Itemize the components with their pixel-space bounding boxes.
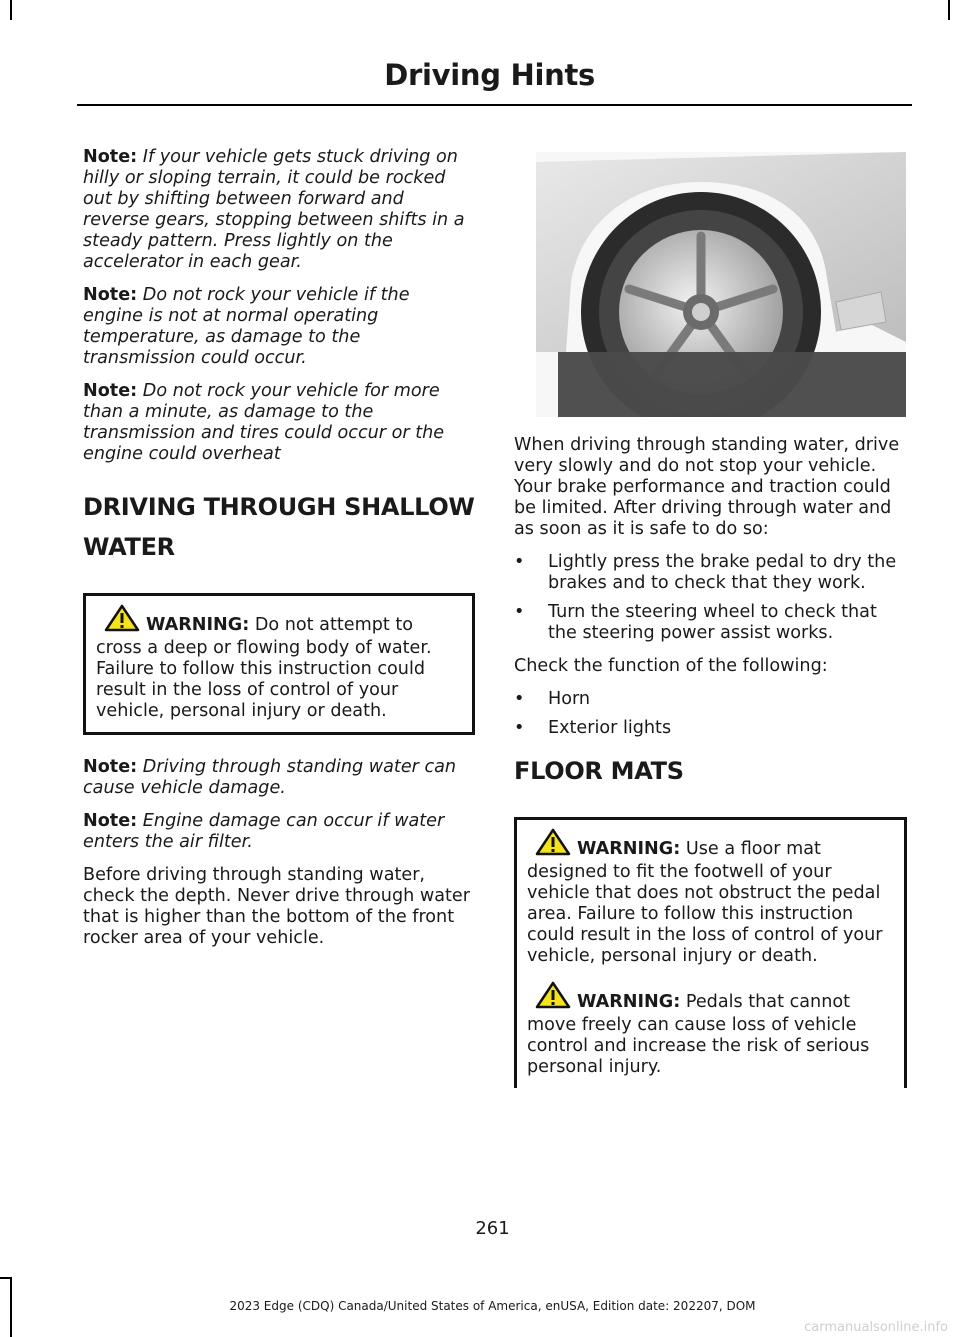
- warning: WARNING: Use a floor mat designed to fit the footwell of your vehicle that does not obstruct the pedal area. Failure to follow this instruction could result in the loss of control of your vehicle, personal injury or death.: [527, 828, 894, 967]
- note: Note: Do not rock your vehicle if the engine is not at normal operating temperature, as damage to the transmission could occur.: [83, 285, 410, 368]
- list-item: • Horn: [514, 689, 591, 709]
- note: Note: Driving through standing water can cause vehicle damage.: [83, 757, 457, 798]
- warning-triangle-icon: [535, 828, 571, 862]
- warning-box: [514, 817, 907, 1088]
- right-column: [514, 152, 907, 1110]
- footer-edition: 2023 Edge (CDQ) Canada/United States of America, enUSA, Edition date: 202207, DOM: [229, 1299, 756, 1313]
- body-paragraph: Before driving through standing water, check the depth. Never drive through water that is higher than the bottom of the front rocker area of your vehicle.: [83, 865, 470, 948]
- section-heading-shallow-water: DRIVING THROUGH SHALLOW WATER: [83, 493, 475, 561]
- crop-mark-top-left: [10, 0, 12, 20]
- note: Note: Engine damage can occur if water enters the air filter.: [83, 811, 445, 852]
- page-number: 261: [475, 1218, 510, 1239]
- body-paragraph: Check the function of the following:: [514, 656, 828, 676]
- left-column: [83, 147, 475, 961]
- header-divider: [77, 104, 912, 106]
- section-heading-floor-mats: FLOOR MATS: [514, 757, 684, 785]
- warning-triangle-icon: [535, 981, 571, 1015]
- note: Note: Do not rock your vehicle for more than a minute, as damage to the transmission and tires could occur or the engine could overheat: [83, 381, 445, 464]
- watermark: carmanualsonline.info: [804, 1320, 948, 1335]
- crop-mark-top-right: [948, 0, 950, 20]
- list-item: • Lightly press the brake pedal to dry the brakes and to check that they work.: [514, 552, 897, 593]
- crop-mark-bottom-left-h: [0, 1277, 12, 1279]
- warning-triangle-icon: [104, 604, 140, 638]
- note: Note: If your vehicle gets stuck driving on hilly or sloping terrain, it could be rocked out by shifting between forward and reverse gears, stopping between shifts in a steady pattern. Press lightly on the accelerator in each gear.: [83, 147, 465, 272]
- bullet-list: [514, 689, 907, 739]
- warning: WARNING: Pedals that cannot move freely can cause loss of vehicle control and increase the risk of serious personal injury.: [527, 981, 894, 1078]
- bullet-list: [514, 552, 907, 644]
- body-paragraph: When driving through standing water, drive very slowly and do not stop your vehicle. Your brake performance and traction could be limited. After driving through water and as soon as it is safe to do so:: [514, 435, 900, 539]
- list-item: • Exterior lights: [514, 718, 672, 738]
- warning-box: [83, 593, 475, 735]
- wheel-in-water-illustration: [536, 152, 906, 417]
- page-title: Driving Hints: [384, 58, 595, 92]
- list-item: • Turn the steering wheel to check that the steering power assist works.: [514, 602, 877, 643]
- warning: WARNING: Do not attempt to cross a deep or flowing body of water. Failure to follow this instruction could result in the loss of control of your vehicle, personal injury or death.: [96, 604, 462, 722]
